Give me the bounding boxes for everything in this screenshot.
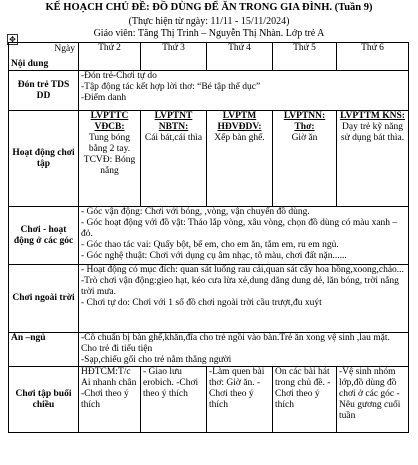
list-item: -Sạp,chiếu gối cho trẻ nằm thẳng người [81,355,232,365]
day-header: Thứ 6 [337,43,409,71]
activity-text: Tung bóng bằng 2 tay. TCVĐ: Bóng nắng [83,133,136,176]
afternoon-cell: -Vệ sinh nhóm lớp,đồ dùng đồ chơi ở các góc -Nêu gương cuối tuần [337,367,409,433]
activity-cell [337,111,409,207]
list-item: - Chơi tự do: Chơi với 1 số đồ chơi ngoài trời cầu trượt,đu xuýt [81,298,322,308]
activity-text: Dạy trẻ kỹ năng sử dụng bát thìa. [340,122,405,143]
activity-heading: LVPTNT NBTN: [154,111,193,132]
plan-table [8,42,409,433]
day-header: Thứ 4 [207,43,273,71]
ngoai-troi-content [79,265,409,333]
list-item: - Góc nghệ thuật: Chơi với dụng cụ âm nhạc, tô màu, chơi đất nặn...... [81,251,347,261]
activity-text: Giờ ăn [291,133,318,143]
activity-text: Cái bát,cái thìa [144,133,203,143]
corner-label-content: Nội dung [11,59,49,69]
activity-cell [207,111,273,207]
row-label-an-ngu: Ăn –ngủ [9,333,79,367]
list-item: - Góc vận động: Chơi với bóng, ,vòng, vận chuyển đồ dùng. [81,207,310,217]
afternoon-cell: - Giao lưu erobich. -Chơi theo ý thích [141,367,207,433]
list-item: - Góc thao tác vai: Quấy bột, bế em, cho em ăn, tắm em, ru em ngủ. [81,240,339,250]
activity-cell [273,111,337,207]
teacher-line: Giáo viên: Tăng Thị Trinh – Nguyễn Thị Nhàn. Lớp trẻ A [93,28,325,39]
row-label-hoat-dong: Hoạt động chơi tập [9,111,79,207]
list-item: - Hoạt động có mục đích: quan sát luống rau cải,quan sát cây hoa hồng,xoong,chảo... [81,265,404,275]
page-title: KẾ HOẠCH CHỦ ĐỀ: ĐỒ DÙNG ĐỂ ĂN TRONG GIA ĐÌNH. (Tuần 9) [45,2,373,13]
corner-label-day: Ngày [54,44,75,54]
activity-heading: LVPTM HĐVĐDV: [217,111,262,132]
activity-text: Xếp bàn ghế. [214,133,265,143]
corner-cell [9,43,79,71]
list-item: - Góc hoạt động với đồ vật: Tháo lắp vòng, xâu vòng, chọn đồ dùng có màu xanh –đỏ. [81,218,398,239]
day-header: Thứ 3 [141,43,207,71]
list-item: -Trò chơi vận động:gieo hạt, kéo cưa lừa xẻ,dung dăng dung dẻ, lăn bóng, trời nắng trời mưa. [81,276,399,297]
list-item: -Cô chuẩn bị bàn ghế,khăn,đĩa cho trẻ ngồi vào bàn.Trẻ ăn xong vệ sinh ,lau mặt. Cho trẻ đi tiểu tiện [81,333,390,354]
date-range: (Thực hiện từ ngày: 11/11 - 15/11/2024) [128,16,290,27]
activity-heading: LVPTTC VĐCB: [90,111,129,132]
row-label-chieu: Chơi tập buổi chiều [9,367,79,433]
afternoon-cell: HĐTCM:T/c Ai nhanh chân -Chơi theo ý thích [79,367,141,433]
don-tre-content [79,71,409,111]
activity-heading: LVPTTM KNS: [340,111,405,121]
activity-cell [79,111,141,207]
day-header: Thứ 5 [273,43,337,71]
row-label-ngoai-troi: Chơi ngoài trời [9,265,79,333]
activity-heading: LVPTNN: Thơ: [283,111,326,132]
row-label-don-tre: Đón trẻ TDS DD [9,71,79,111]
activity-cell [141,111,207,207]
afternoon-cell: -Làm quen bài thơ: Giờ ăn. -Chơi theo ý thích [207,367,273,433]
list-item: -Điểm danh [81,93,127,103]
goc-content [79,207,409,265]
list-item: -Đón trẻ-Chơi tự do [81,71,157,81]
list-item: -Tập động tác kết hợp lời thơ: “Bé tập thể dục” [81,82,261,92]
table-move-handle-icon[interactable]: ✥ [7,34,18,45]
afternoon-cell: On các bài hát trong chủ đề. -Chơi theo ý thích [273,367,337,433]
row-label-goc: Chơi - hoạt động ở các góc [9,207,79,265]
an-ngu-content [79,333,409,367]
day-header: Thứ 2 [79,43,141,71]
